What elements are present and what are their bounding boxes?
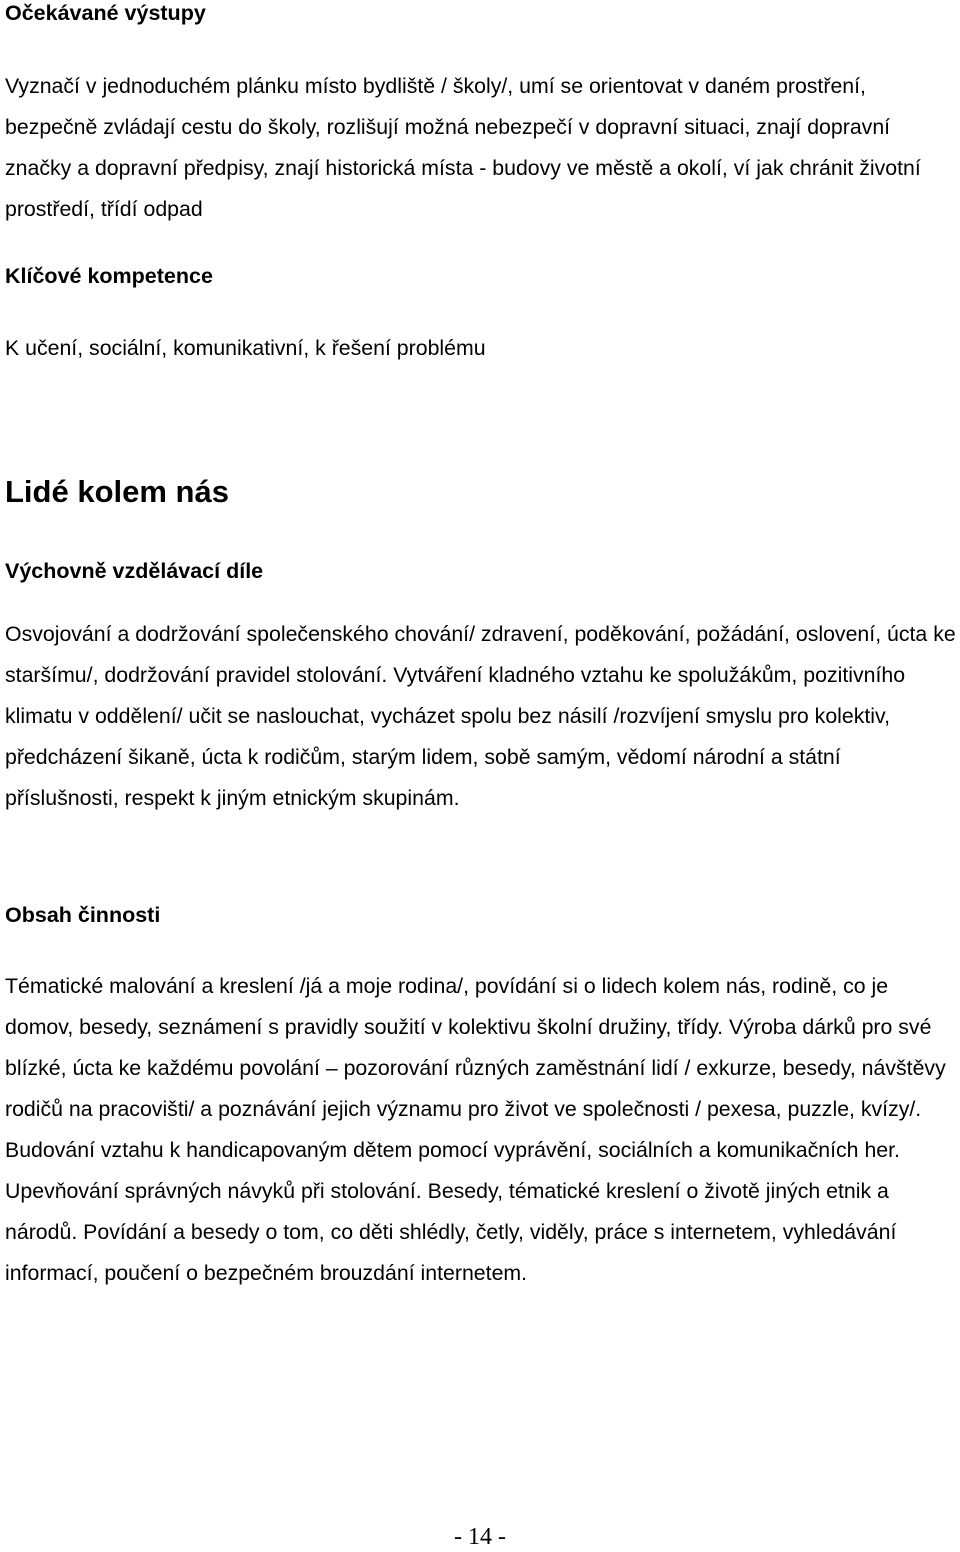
educational-goals-heading: Výchovně vzdělávací díle bbox=[5, 559, 264, 583]
page-number: - 14 - bbox=[454, 1524, 506, 1550]
key-competences-heading: Klíčové kompetence bbox=[5, 264, 213, 288]
activity-content-text: Tématické malování a kreslení /já a moje rodina/, povídání si o lidech kolem nás, rodině, co je domov, besedy, seznámení s pravidly soužití v kolektivu školní družiny, třídy. Výroba dárků pro své blízké, úcta ke každému povolání – pozorování různých zaměstnání lidí / exkurze, besedy, návštěvy rodičů na pracovišti/ a poznávání jejich významu pro život ve společnosti / pexesa, puzzle, kvízy/. Budování vztahu k handicapovaným dětem pomocí vyprávění, sociálních a komunikačních her. Upevňování správných návyků při stolování. Besedy, tématické kreslení o životě jiných etnik a národů. Povídání a besedy o tom, co děti shlédly, četly, viděly, práce s internetem, vyhledávání informací, poučení o bezpečném brouzdání internetem. bbox=[5, 974, 946, 1285]
educational-goals-text: Osvojování a dodržování společenského chování/ zdravení, poděkování, požádání, oslovení, úcta ke staršímu/, dodržování pravidel stolování. Vytváření kladného vztahu ke spolužákům, pozitivního klimatu v oddělení/ učit se naslouchat, vycházet spolu bez násilí /rozvíjení smyslu pro kolektiv, předcházení šikaně, úcta k rodičům, starým lidem, sobě samým, vědomí národní a státní příslušnosti, respekt k jiným etnickým skupinám. bbox=[5, 622, 956, 810]
expected-outputs-text: Vyznačí v jednoduchém plánku místo bydliště / školy/, umí se orientovat v daném prostření, bezpečně zvládají cestu do školy, rozlišují možná nebezpečí v dopravní situaci, znají dopravní značky a dopravní předpisy, znají historická místa - budovy ve městě a okolí, ví jak chránit životní prostředí, třídí odpad bbox=[5, 74, 921, 221]
activity-content-heading: Obsah činnosti bbox=[5, 903, 161, 927]
expected-outputs-heading: Očekávané výstupy bbox=[5, 1, 206, 25]
key-competences-text: K učení, sociální, komunikativní, k řešení problému bbox=[5, 336, 486, 360]
section-title: Lidé kolem nás bbox=[5, 474, 229, 509]
